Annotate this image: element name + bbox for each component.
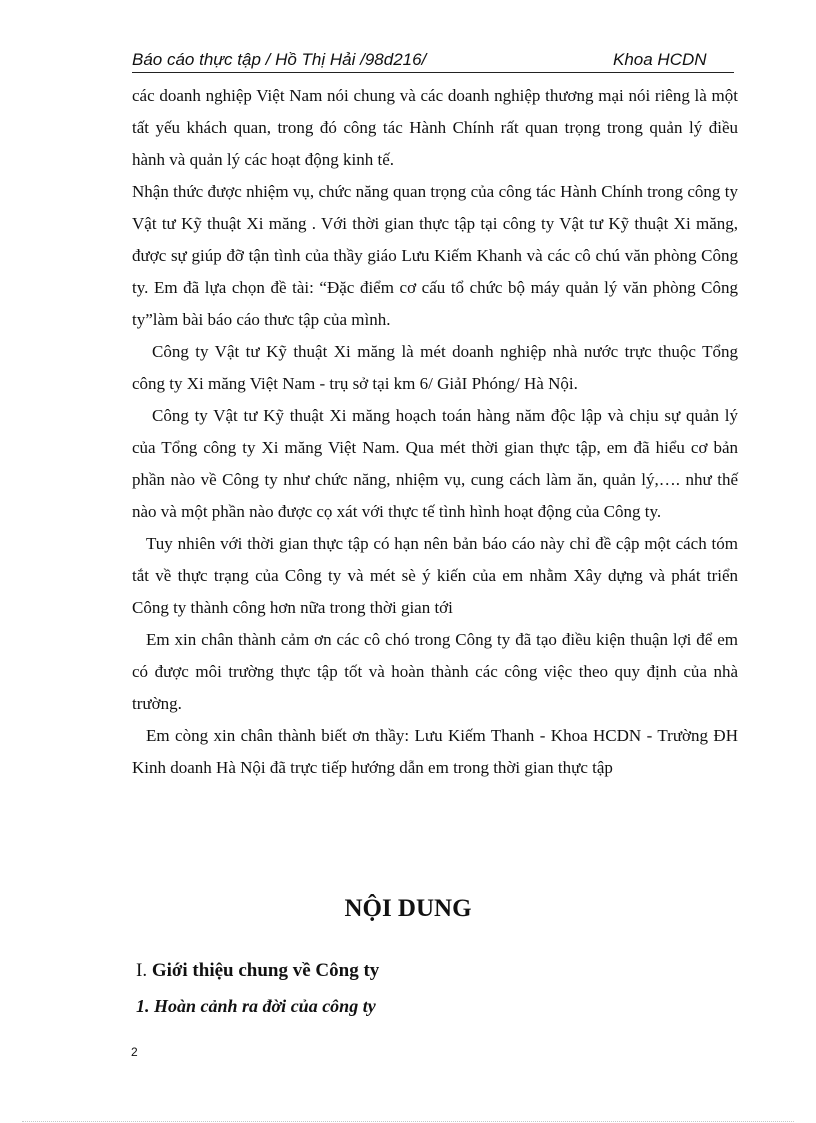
- paragraph-intro-continued: các doanh nghiệp Việt Nam nói chung và các doanh nghiệp thương mại nói riêng là một tất yếu khách quan, trong đó công tác Hành Chính rất quan trọng trong quản lý điều hành và quản lý các hoạt động kinh tế.: [132, 86, 738, 169]
- paragraph-thanks-teacher: Em còng xin chân thành biết ơn thầy: Lưu Kiếm Thanh - Khoa HCDN - Trường ĐH Kinh doanh Hà Nội đã trực tiếp hướng dẫn em trong thời gian thực tập: [132, 726, 738, 777]
- paragraph-company-overview: Công ty Vật tư Kỹ thuật Xi măng là mét doanh nghiệp nhà nước trực thuộc Tổng công ty Xi măng Việt Nam - trụ sở tại km 6/ GiảI Phóng/ Hà Nội.: [132, 342, 738, 393]
- section-title: NỘI DUNG: [344, 895, 472, 922]
- page-number: 2: [131, 1045, 138, 1059]
- heading-1-number: I.: [136, 960, 148, 981]
- heading-company-introduction: [136, 957, 379, 985]
- paragraph-scope: Tuy nhiên với thời gian thực tập có hạn nên bản báo cáo này chỉ đề cập một cách tóm tắt về thực trạng của Công ty và mét sè ý kiến của em nhằm Xây dựng và phát triển Công ty thành công hơn nữa trong thời gian tới: [132, 534, 738, 617]
- page-edge-divider: [22, 1121, 794, 1122]
- header-report-title: Báo cáo thực tập / Hồ Thị Hải /98d216/: [132, 50, 427, 69]
- paragraph-awareness: Nhận thức được nhiệm vụ, chức năng quan trọng của công tác Hành Chính trong công ty Vật tư Kỹ thuật Xi măng . Với thời gian thực tập tại công ty Vật tư Kỹ thuật Xi măng, được sự giúp đỡ tận tình của thầy giáo Lưu Kiếm Khanh và các cô chú văn phòng Công ty. Em đã lựa chọn đề tài: “Đặc điểm cơ cấu tổ chức bộ máy quản lý văn phòng Công ty”làm bài báo cáo thưc tập của mình.: [132, 182, 738, 329]
- page-header: [132, 48, 734, 73]
- heading-company-origin: 1. Hoàn cảnh ra đời của công ty: [136, 996, 376, 1016]
- paragraph-thanks-staff: Em xin chân thành cảm ơn các cô chó trong Công ty đã tạo điều kiện thuận lợi để em có được môi trường thực tập tốt và hoàn thành các công việc theo quy định của nhà trường.: [132, 630, 738, 713]
- paragraph-company-accounting: Công ty Vật tư Kỹ thuật Xi măng hoạch toán hàng năm độc lập và chịu sự quản lý của Tổng công ty Xi măng Việt Nam. Qua mét thời gian thực tập, em đã hiểu cơ bản phần nào về Công ty như chức năng, nhiệm vụ, cung cách làm ăn, quản lý,…. như thế nào và một phần nào được cọ xát với thực tế tình hình hoạt động của Công ty.: [132, 406, 738, 521]
- header-department: Khoa HCDN: [613, 50, 707, 69]
- heading-1-text: Giới thiệu chung về Công ty: [151, 960, 380, 981]
- body-text: [132, 80, 738, 784]
